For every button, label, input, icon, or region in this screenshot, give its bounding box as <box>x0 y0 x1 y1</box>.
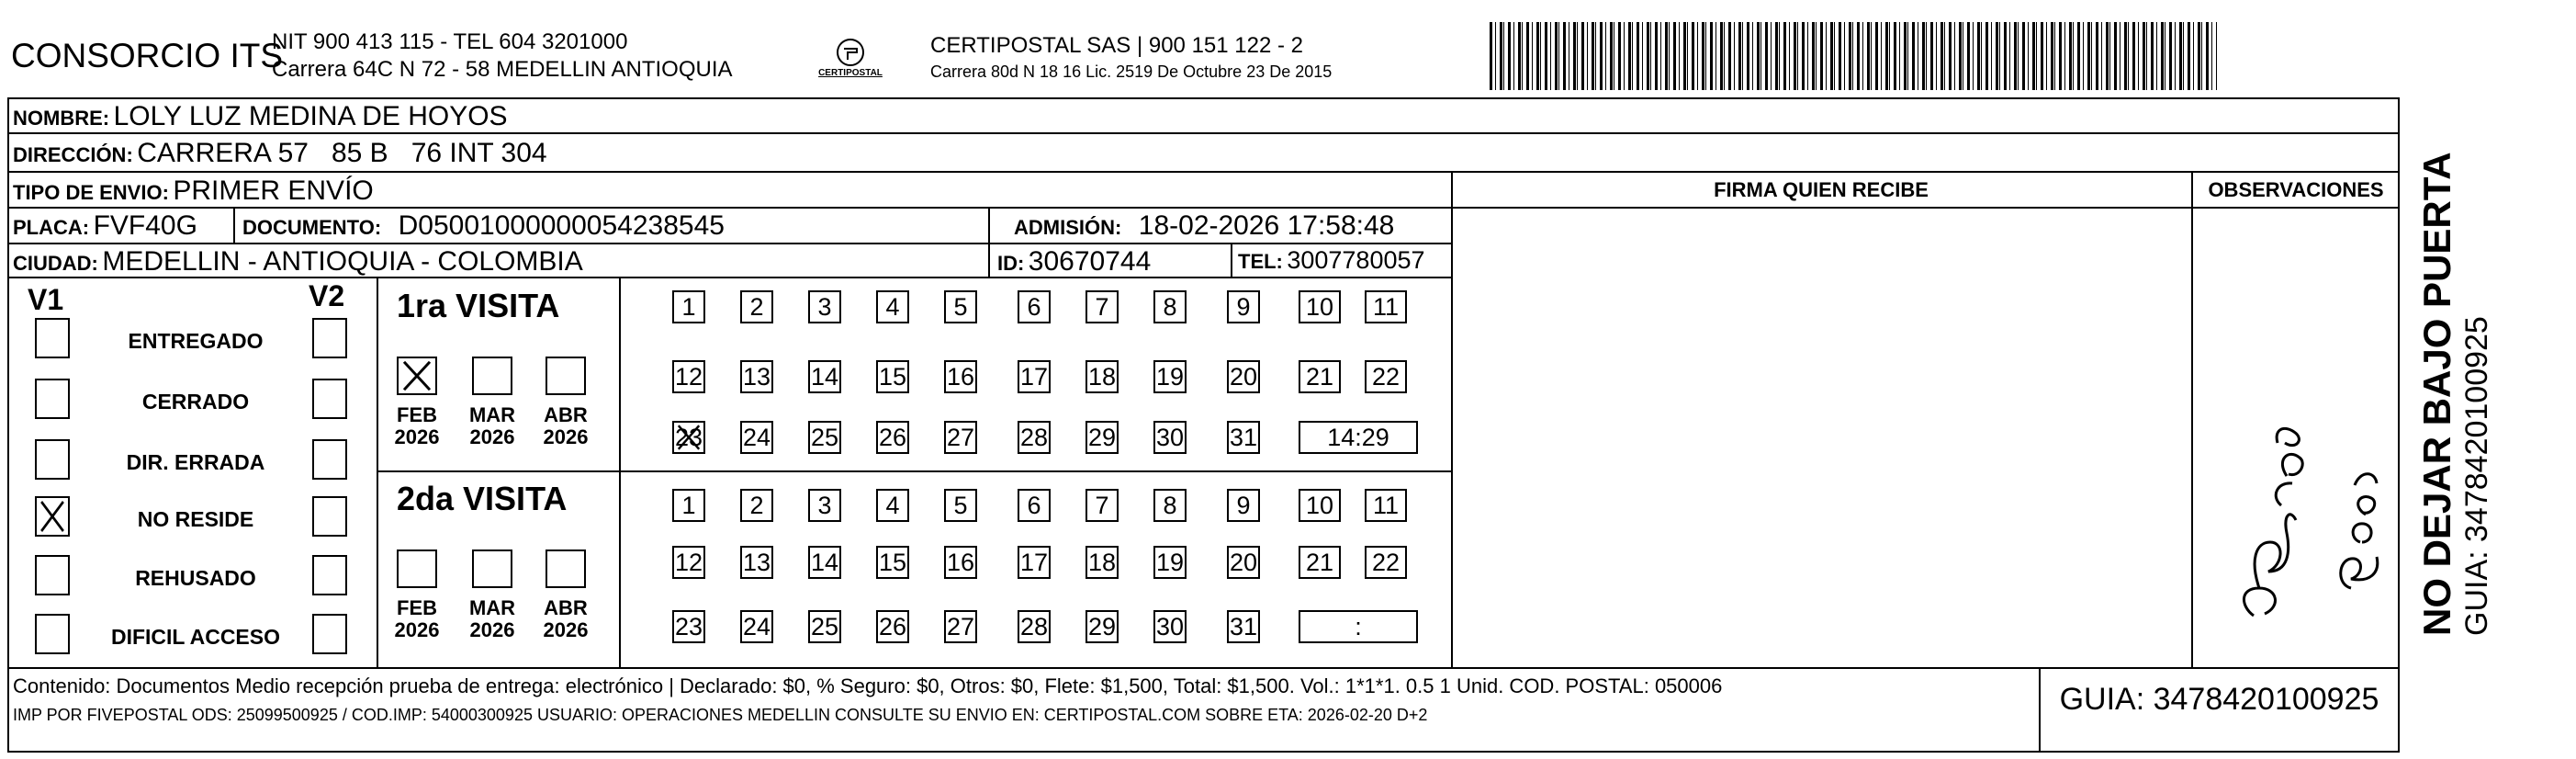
tipo-envio-value: PRIMER ENVÍO <box>173 176 374 206</box>
admision-value: 18-02-2026 17:58:48 <box>1138 210 1395 241</box>
day-cell[interactable]: 1 <box>672 290 705 323</box>
year-label: 2026 <box>394 618 440 641</box>
status-label: REHUSADO <box>135 566 256 590</box>
day-cell[interactable]: 3 <box>808 489 841 522</box>
day-cell[interactable]: 21 <box>1299 546 1341 579</box>
year-label: 2026 <box>469 425 515 448</box>
placa-label: PLACA: <box>13 216 90 239</box>
v2-checkbox[interactable] <box>312 555 347 595</box>
day-cell[interactable]: 24 <box>740 610 773 643</box>
day-cell[interactable]: 30 <box>1153 421 1187 454</box>
month-checkbox[interactable] <box>397 357 437 395</box>
admision-label: ADMISIÓN: <box>1014 216 1122 239</box>
day-cell[interactable]: 10 <box>1299 290 1341 323</box>
day-cell[interactable]: 16 <box>944 360 977 393</box>
year-label: 2026 <box>394 425 440 448</box>
day-cell[interactable]: 22 <box>1365 360 1407 393</box>
second-visit-time[interactable]: : <box>1299 610 1418 643</box>
day-cell[interactable]: 25 <box>808 421 841 454</box>
v1-checkbox[interactable] <box>35 439 70 480</box>
v1-checkbox[interactable] <box>35 379 70 419</box>
direccion-label: DIRECCIÓN: <box>13 143 133 166</box>
no-dejar-warning: NO DEJAR BAJO PUERTA <box>2415 152 2458 636</box>
day-cell[interactable]: 8 <box>1153 290 1187 323</box>
v1-checkbox[interactable] <box>35 496 70 537</box>
status-label: ENTREGADO <box>128 329 264 353</box>
month-label: ABR <box>544 403 588 426</box>
year-label: 2026 <box>543 425 589 448</box>
company-address: Carrera 64C N 72 - 58 MEDELLIN ANTIOQUIA <box>272 57 733 82</box>
day-cell[interactable]: 6 <box>1018 290 1051 323</box>
day-cell[interactable]: 17 <box>1018 546 1051 579</box>
day-cell[interactable]: 8 <box>1153 489 1187 522</box>
side-text <box>2415 121 2544 636</box>
month-checkbox[interactable] <box>472 549 512 588</box>
day-cell[interactable]: 20 <box>1227 546 1260 579</box>
first-visit-time[interactable]: 14:29 <box>1299 421 1418 454</box>
id-label: ID: <box>997 252 1025 275</box>
firma-label: FIRMA QUIEN RECIBE <box>1714 178 1929 201</box>
status-label: NO RESIDE <box>137 507 254 531</box>
v1-checkbox[interactable] <box>35 318 70 358</box>
day-cell[interactable]: 9 <box>1227 290 1260 323</box>
day-cell[interactable]: 21 <box>1299 360 1341 393</box>
documento-value: D05001000000054238545 <box>398 210 725 241</box>
day-cell[interactable]: 13 <box>740 546 773 579</box>
day-cell[interactable]: 30 <box>1153 610 1187 643</box>
day-cell[interactable]: 10 <box>1299 489 1341 522</box>
day-cell[interactable]: 26 <box>876 421 909 454</box>
day-cell[interactable]: 31 <box>1227 610 1260 643</box>
courier-name: CERTIPOSTAL SAS | 900 151 122 - 2 <box>930 33 1303 58</box>
footer-content: Contenido: Documentos Medio recepción prueba de entrega: electrónico | Declarado: $0, % Seguro: $0, Otros: $0, Flete: $1,500, Total: $1,500. Vol.: 1*1*1. 0.5 1 Unid. COD. POSTAL: 050006 <box>13 674 1723 697</box>
day-cell[interactable]: 31 <box>1227 421 1260 454</box>
day-cell[interactable]: 11 <box>1365 489 1407 522</box>
day-cell[interactable]: 3 <box>808 290 841 323</box>
ciudad-value: MEDELLIN - ANTIOQUIA - COLOMBIA <box>102 246 583 277</box>
v2-checkbox[interactable] <box>312 439 347 480</box>
day-cell[interactable]: 18 <box>1086 360 1119 393</box>
day-cell[interactable]: 12 <box>672 546 705 579</box>
day-cell[interactable]: 15 <box>876 546 909 579</box>
observaciones-label: OBSERVACIONES <box>2208 178 2384 201</box>
day-cell[interactable]: 15 <box>876 360 909 393</box>
courier-address: Carrera 80d N 18 16 Lic. 2519 De Octubre 23 De 2015 <box>930 62 1333 81</box>
day-cell[interactable]: 9 <box>1227 489 1260 522</box>
v2-checkbox[interactable] <box>312 614 347 654</box>
tel-value: 3007780057 <box>1287 246 1425 274</box>
ciudad-label: CIUDAD: <box>13 252 98 275</box>
month-checkbox[interactable] <box>397 549 437 588</box>
status-label: CERRADO <box>141 390 250 413</box>
day-cell[interactable]: 20 <box>1227 360 1260 393</box>
day-cell[interactable]: 19 <box>1153 546 1187 579</box>
status-label: DIR. ERRADA <box>126 450 265 474</box>
day-cell[interactable]: 2 <box>740 489 773 522</box>
day-cell[interactable]: 4 <box>876 489 909 522</box>
day-cell[interactable]: 18 <box>1086 546 1119 579</box>
tel-label: TEL: <box>1238 250 1283 273</box>
day-cell-marked[interactable]: 23 <box>672 421 705 454</box>
day-cell[interactable]: 28 <box>1018 421 1051 454</box>
month-label: FEB <box>397 403 437 426</box>
month-checkbox[interactable] <box>472 357 512 395</box>
day-cell[interactable]: 25 <box>808 610 841 643</box>
day-cell[interactable]: 19 <box>1153 360 1187 393</box>
first-visit-title: 1ra VISITA <box>397 287 560 324</box>
day-cell[interactable]: 14 <box>808 360 841 393</box>
day-cell[interactable]: 22 <box>1365 546 1407 579</box>
v1-header: V1 <box>28 283 64 316</box>
second-visit-title: 2da VISITA <box>397 480 568 517</box>
id-value: 30670744 <box>1028 246 1152 277</box>
day-cell[interactable]: 23 <box>672 610 705 643</box>
year-label: 2026 <box>543 618 589 641</box>
day-cell[interactable]: 26 <box>876 610 909 643</box>
day-cell[interactable]: 27 <box>944 421 977 454</box>
v2-checkbox[interactable] <box>312 379 347 419</box>
status-label: DIFICIL ACCESO <box>110 625 280 649</box>
placa-value: FVF40G <box>93 210 197 241</box>
day-cell[interactable]: 29 <box>1086 610 1119 643</box>
day-cell[interactable]: 17 <box>1018 360 1051 393</box>
day-cell[interactable]: 4 <box>876 290 909 323</box>
side-guia: GUIA: 3478420100925 <box>2459 316 2494 636</box>
month-label: FEB <box>397 596 437 619</box>
footer-print-info: IMP POR FIVEPOSTAL ODS: 25099500925 / COD.IMP: 54000300925 USUARIO: OPERACIONES MEDELLIN CONSULTE SU ENVIO EN: CERTIPOSTAL.COM SOBRE ETA: 2026-02-20 D+2 <box>13 706 1428 724</box>
month-label: MAR <box>468 403 516 426</box>
handwritten-observation <box>2222 312 2397 625</box>
logo-text: CERTIPOSTAL <box>818 68 883 78</box>
footer-guia: GUIA: 3478420100925 <box>2059 682 2379 717</box>
direccion-value: CARRERA 57 85 B 76 INT 304 <box>137 138 547 168</box>
day-cell[interactable]: 7 <box>1086 489 1119 522</box>
day-cell[interactable]: 29 <box>1086 421 1119 454</box>
company-name: CONSORCIO ITS <box>11 37 284 74</box>
year-label: 2026 <box>469 618 515 641</box>
month-label: MAR <box>468 596 516 619</box>
v1-checkbox[interactable] <box>35 555 70 595</box>
day-cell[interactable]: 5 <box>944 290 977 323</box>
nombre-label: NOMBRE: <box>13 107 110 130</box>
day-cell[interactable]: 12 <box>672 360 705 393</box>
v2-header: V2 <box>309 279 345 312</box>
day-cell[interactable]: 7 <box>1086 290 1119 323</box>
certipostal-logo <box>814 35 887 86</box>
day-cell[interactable]: 16 <box>944 546 977 579</box>
day-cell[interactable]: 1 <box>672 489 705 522</box>
barcode <box>1490 22 2217 90</box>
documento-label: DOCUMENTO: <box>242 216 382 239</box>
day-cell[interactable]: 27 <box>944 610 977 643</box>
tipo-envio-label: TIPO DE ENVIO: <box>13 181 169 204</box>
month-label: ABR <box>544 596 588 619</box>
day-cell[interactable]: 2 <box>740 290 773 323</box>
v1-checkbox[interactable] <box>35 614 70 654</box>
day-cell[interactable]: 11 <box>1365 290 1407 323</box>
day-cell[interactable]: 28 <box>1018 610 1051 643</box>
day-cell[interactable]: 6 <box>1018 489 1051 522</box>
nombre-value: LOLY LUZ MEDINA DE HOYOS <box>113 101 508 131</box>
month-checkbox[interactable] <box>546 549 586 588</box>
month-checkbox[interactable] <box>546 357 586 395</box>
v2-checkbox[interactable] <box>312 318 347 358</box>
day-cell[interactable]: 13 <box>740 360 773 393</box>
company-nit: NIT 900 413 115 - TEL 604 3201000 <box>272 29 628 54</box>
day-cell[interactable]: 5 <box>944 489 977 522</box>
v2-checkbox[interactable] <box>312 496 347 537</box>
day-cell[interactable]: 24 <box>740 421 773 454</box>
day-cell[interactable]: 14 <box>808 546 841 579</box>
